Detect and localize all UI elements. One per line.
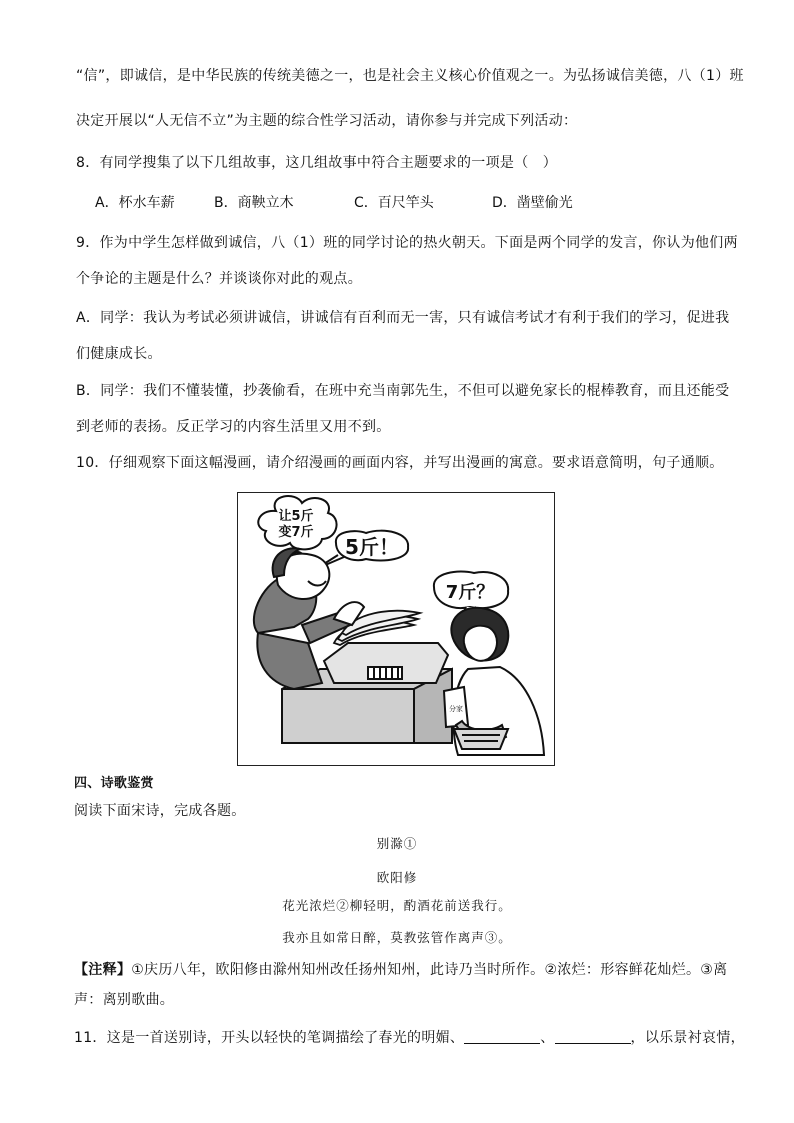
poem-line-2: 我亦且如常日醉，莫教弦管作离声③。 <box>282 930 512 945</box>
weighing-scale <box>324 643 448 683</box>
question-8-option-b: B．商鞅立木 <box>214 195 294 211</box>
poem-title: 别滁① <box>376 836 418 851</box>
question-11-part-3: ，以乐景衬哀情， <box>630 1030 745 1046</box>
answer-blank-2[interactable] <box>555 1029 631 1044</box>
question-9-line-2: 个争论的主题是什么？并谈谈你对此的观点。 <box>76 271 362 287</box>
notes-label: 【注释】 <box>74 962 132 978</box>
question-11-line <box>74 1029 745 1047</box>
seller-speech-text: 5斤！ <box>345 535 399 559</box>
question-8-option-c: C．百尺竿头 <box>354 195 434 211</box>
notes-line-2: 声：离别歌曲。 <box>74 992 175 1008</box>
question-8-option-a: A．杯水车薪 <box>95 195 175 211</box>
question-11-part-1: 11．这是一首送别诗，开头以轻快的笔调描绘了春光的明媚、 <box>74 1030 465 1046</box>
question-9-statement-b-1: B．同学：我们不懂装懂，抄袭偷看，在班中充当南郭先生，不但可以避免家长的棍棒教育，而且还能受 <box>76 383 730 399</box>
question-10-stem: 10．仔细观察下面这幅漫画，请介绍漫画的画面内容，并写出漫画的寓意。要求语意简明，句子通顺。 <box>76 455 724 471</box>
answer-blank-1[interactable] <box>464 1029 540 1044</box>
buyer-speech-text: 7斤？ <box>445 582 495 603</box>
receipt-stamp-text: 分家 <box>449 705 463 713</box>
intro-line-2: 决定开展以“人无信不立”为主题的综合性学习活动，请你参与并完成下列活动： <box>76 113 578 129</box>
notes-line-1 <box>74 961 727 979</box>
buyer-figure <box>444 608 544 755</box>
thought-text-1: 让5斤 <box>278 509 314 524</box>
thought-text-2: 变7斤 <box>278 525 314 540</box>
notes-text-1: ①庆历八年，欧阳修由滁州知州改任扬州知州，此诗乃当时所作。②浓烂：形容鲜花灿烂。③离 <box>131 962 728 978</box>
question-9-line-1: 9．作为中学生怎样做到诚信，八（1）班的同学讨论的热火朝天。下面是两个同学的发言，你认为他们两 <box>76 235 738 251</box>
section-4-instruction: 阅读下面宋诗，完成各题。 <box>74 803 246 819</box>
question-9-statement-a-1: A．同学：我认为考试必须讲诚信，讲诚信有百利而无一害，只有诚信考试才有利于我们的学习，促进我 <box>76 310 730 326</box>
question-8-stem: 8．有同学搜集了以下几组故事，这几组故事中符合主题要求的一项是（ ） <box>76 155 558 171</box>
question-8-option-d: D．凿壁偷光 <box>492 195 573 211</box>
section-4-heading: 四、诗歌鉴赏 <box>74 776 154 791</box>
question-9-statement-b-2: 到老师的表扬。反正学习的内容生活里又用不到。 <box>76 419 391 435</box>
cartoon-image <box>237 492 555 766</box>
intro-line-1: “信”，即诚信，是中华民族的传统美德之一，也是社会主义核心价值观之一。为弘扬诚信美德，八（1）班 <box>76 68 744 84</box>
poem-line-1: 花光浓烂②柳轻明，酌酒花前送我行。 <box>282 898 512 913</box>
poem-author: 欧阳修 <box>376 870 418 885</box>
question-11-part-2: 、 <box>540 1030 555 1046</box>
cartoon-drawing <box>238 493 554 765</box>
question-9-statement-a-2: 们健康成长。 <box>76 346 162 362</box>
